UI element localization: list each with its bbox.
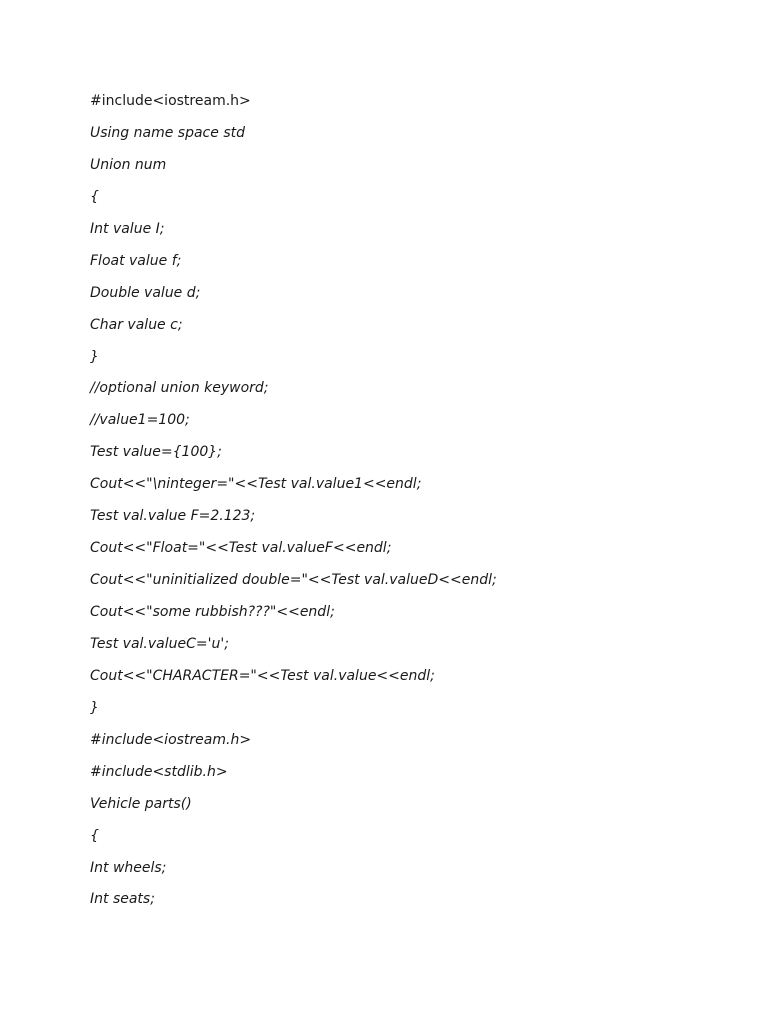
code-line-vehicle-parts: Vehicle parts()	[90, 795, 192, 812]
code-line-include-iostream-2: #include<iostream.h>	[90, 731, 252, 748]
code-line-int-value: Int value I;	[90, 220, 165, 237]
code-line-include-stdlib: #include<stdlib.h>	[90, 763, 228, 780]
code-line-int-wheels: Int wheels;	[90, 859, 167, 876]
code-line-include-iostream: #include<iostream.h>	[90, 93, 251, 109]
code-line-cout-rubbish: Cout<<"some rubbish???"<<endl;	[90, 604, 335, 620]
code-line-close-brace-2: }	[90, 699, 99, 716]
code-line-test-value-c: Test val.valueC='u';	[90, 635, 229, 652]
code-line-comment-value1: //value1=100;	[90, 412, 190, 429]
code-line-float-value: Float value f;	[90, 252, 182, 269]
code-line-cout-integer: Cout<<"\ninteger="<<Test val.value1<<endl;	[90, 476, 422, 493]
code-line-test-value-f: Test val.value F=2.123;	[90, 508, 256, 525]
code-line-double-value: Double value d;	[90, 284, 201, 301]
code-line-char-value: Char value c;	[90, 316, 183, 333]
code-line-close-brace: }	[90, 348, 99, 365]
code-line-comment-union-keyword: //optional union keyword;	[90, 380, 269, 397]
code-line-namespace: Using name space std	[90, 124, 245, 141]
code-line-cout-double: Cout<<"uninitialized double="<<Test val.valueD<<endl;	[90, 572, 497, 589]
code-line-open-brace: {	[90, 188, 99, 205]
code-line-int-seats: Int seats;	[90, 891, 155, 908]
code-line-cout-character: Cout<<"CHARACTER="<<Test val.value<<endl;	[90, 667, 435, 684]
code-line-test-value: Test value={100};	[90, 444, 222, 461]
code-line-cout-float: Cout<<"Float="<<Test val.valueF<<endl;	[90, 540, 392, 557]
code-line-open-brace-2: {	[90, 827, 99, 844]
code-listing	[90, 90, 710, 920]
code-line-union-num: Union num	[90, 156, 167, 173]
